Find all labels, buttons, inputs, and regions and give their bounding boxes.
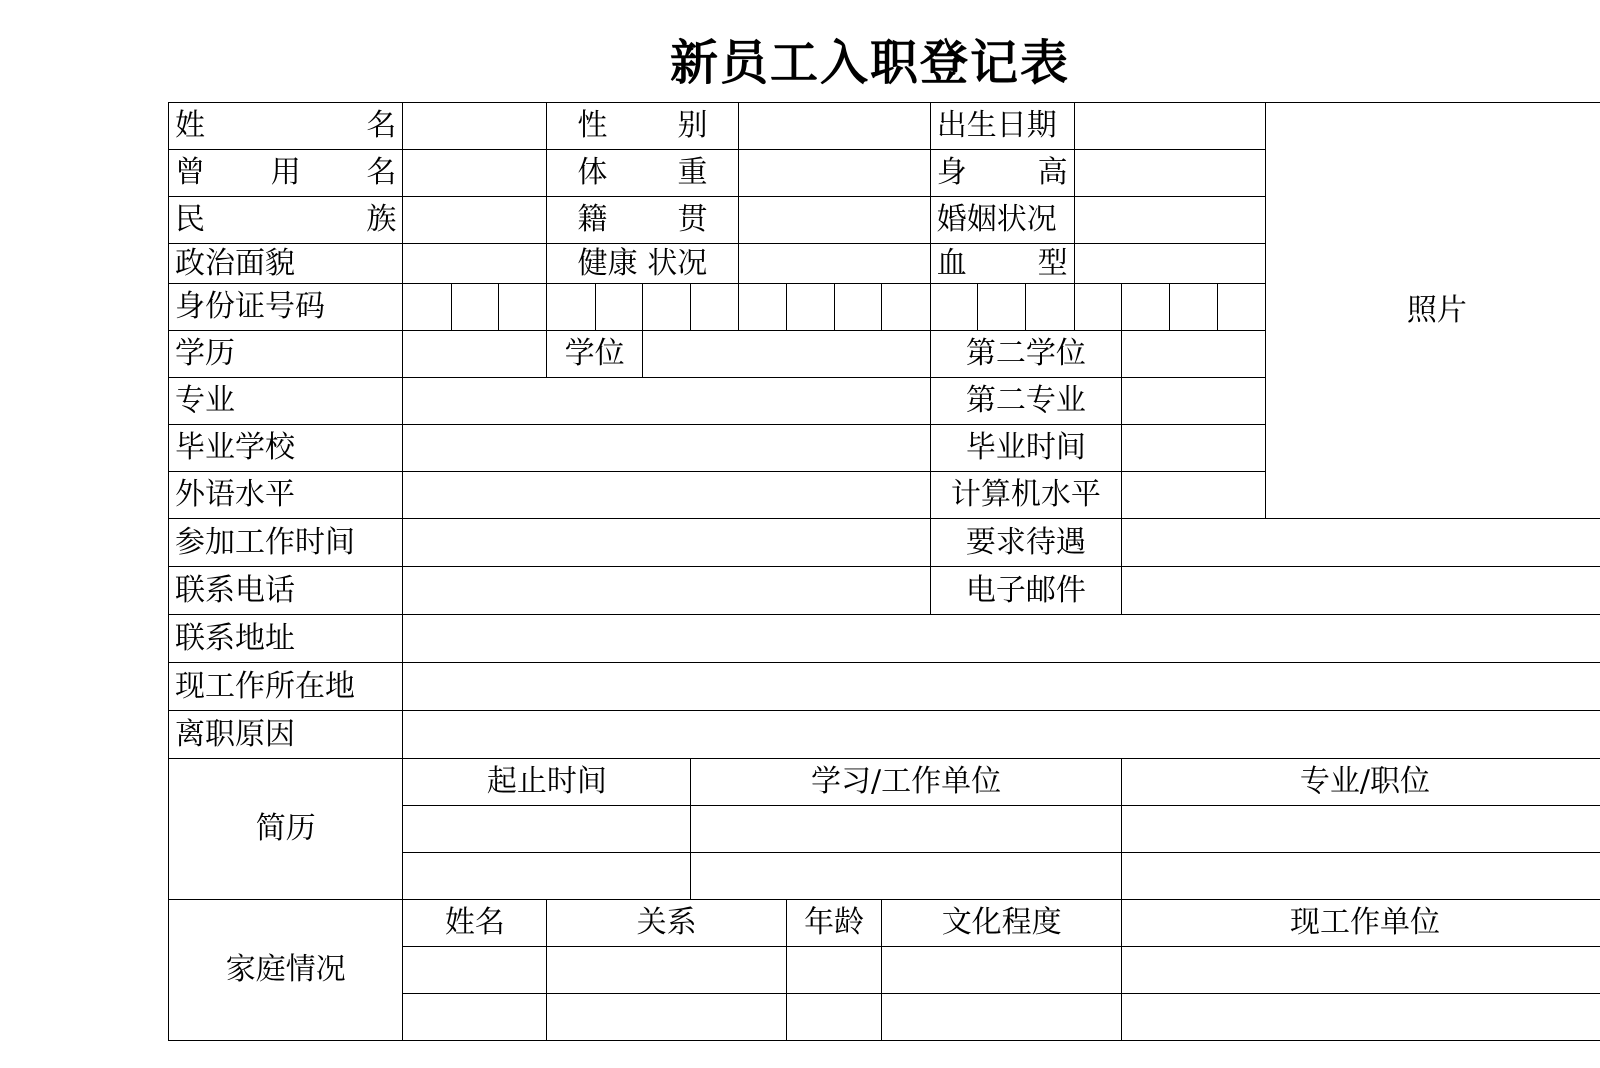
resume-cell[interactable] — [691, 853, 1122, 900]
label-major: 专业 — [169, 378, 403, 425]
field-second-major[interactable] — [1121, 378, 1265, 425]
resume-cell[interactable] — [403, 806, 691, 853]
id-digit-box[interactable] — [451, 284, 498, 331]
label-graduate-school: 毕业学校 — [169, 425, 403, 472]
family-cell[interactable] — [547, 947, 787, 994]
label-address: 联系地址 — [169, 615, 403, 663]
field-foreign-language[interactable] — [403, 472, 930, 519]
family-cell[interactable] — [786, 947, 882, 994]
label-marital-status: 婚姻状况 — [930, 197, 1074, 244]
family-col-name: 姓名 — [403, 900, 547, 947]
field-education[interactable] — [403, 331, 547, 378]
id-digit-box[interactable] — [835, 284, 882, 331]
label-ethnicity: 民 族 — [169, 197, 403, 244]
field-former-name[interactable] — [403, 150, 547, 197]
form-title: 新员工入职登记表 — [669, 35, 1070, 91]
label-graduation-time: 毕业时间 — [930, 425, 1121, 472]
id-digit-box[interactable] — [547, 284, 595, 331]
family-col-education: 文化程度 — [882, 900, 1122, 947]
field-phone[interactable] — [403, 567, 930, 615]
id-digit-box[interactable] — [786, 284, 834, 331]
field-weight[interactable] — [738, 150, 930, 197]
resume-col-major-position: 专业/职位 — [1121, 759, 1600, 806]
id-digit-box[interactable] — [403, 284, 451, 331]
field-work-start-time[interactable] — [403, 519, 930, 567]
id-digit-box[interactable] — [1217, 284, 1265, 331]
field-blood-type[interactable] — [1074, 244, 1265, 284]
id-digit-box[interactable] — [882, 284, 930, 331]
field-gender[interactable] — [738, 103, 930, 150]
label-political-status: 政治面貌 — [169, 244, 403, 284]
field-second-degree[interactable] — [1121, 331, 1265, 378]
label-expected-salary: 要求待遇 — [930, 519, 1121, 567]
family-col-relation: 关系 — [547, 900, 787, 947]
label-education: 学历 — [169, 331, 403, 378]
field-birth-date[interactable] — [1074, 103, 1265, 150]
label-computer-level: 计算机水平 — [930, 472, 1121, 519]
field-graduation-time[interactable] — [1121, 425, 1265, 472]
resume-col-period: 起止时间 — [403, 759, 691, 806]
photo-label: 照片 — [1406, 292, 1467, 328]
label-native-place: 籍 贯 — [547, 197, 738, 244]
family-cell[interactable] — [547, 994, 787, 1041]
field-political-status[interactable] — [403, 244, 547, 284]
field-native-place[interactable] — [738, 197, 930, 244]
label-foreign-language: 外语水平 — [169, 472, 403, 519]
label-blood-type: 血 型 — [930, 244, 1074, 284]
resume-cell[interactable] — [403, 853, 691, 900]
label-work-start-time: 参加工作时间 — [169, 519, 403, 567]
family-cell[interactable] — [882, 947, 1122, 994]
label-name: 姓 名 — [169, 103, 403, 150]
field-computer-level[interactable] — [1121, 472, 1265, 519]
field-current-work-location[interactable] — [403, 663, 1600, 711]
resume-col-organization: 学习/工作单位 — [691, 759, 1122, 806]
id-digit-box[interactable] — [978, 284, 1026, 331]
field-ethnicity[interactable] — [403, 197, 547, 244]
label-health-status: 健康 状况 — [547, 244, 738, 284]
registration-form — [168, 102, 1600, 1041]
resume-cell[interactable] — [691, 806, 1122, 853]
field-address[interactable] — [403, 615, 1600, 663]
family-cell[interactable] — [786, 994, 882, 1041]
id-digit-box[interactable] — [1074, 284, 1121, 331]
label-id-number: 身份证号码 — [169, 284, 403, 331]
id-digit-box[interactable] — [1170, 284, 1217, 331]
family-cell[interactable] — [1121, 947, 1600, 994]
field-marital-status[interactable] — [1074, 197, 1265, 244]
id-digit-box[interactable] — [738, 284, 786, 331]
label-birth-date: 出生日期 — [930, 103, 1074, 150]
id-digit-box[interactable] — [1121, 284, 1169, 331]
field-name[interactable] — [403, 103, 547, 150]
family-col-age: 年龄 — [786, 900, 882, 947]
id-digit-box[interactable] — [1026, 284, 1074, 331]
photo-box[interactable] — [1265, 103, 1600, 519]
id-digit-box[interactable] — [499, 284, 547, 331]
label-height: 身 高 — [930, 150, 1074, 197]
family-cell[interactable] — [1121, 994, 1600, 1041]
label-phone: 联系电话 — [169, 567, 403, 615]
field-email[interactable] — [1121, 567, 1600, 615]
field-major[interactable] — [403, 378, 930, 425]
field-leave-reason[interactable] — [403, 711, 1600, 759]
family-cell[interactable] — [882, 994, 1122, 1041]
family-cell[interactable] — [403, 947, 547, 994]
family-section-label: 家庭情况 — [169, 900, 403, 1041]
id-digit-box[interactable] — [930, 284, 977, 331]
label-second-major: 第二专业 — [930, 378, 1121, 425]
id-digit-box[interactable] — [595, 284, 642, 331]
id-digit-box[interactable] — [642, 284, 690, 331]
label-degree: 学位 — [547, 331, 643, 378]
field-graduate-school[interactable] — [403, 425, 930, 472]
field-expected-salary[interactable] — [1121, 519, 1600, 567]
family-col-current-employer: 现工作单位 — [1121, 900, 1600, 947]
field-degree[interactable] — [642, 331, 930, 378]
label-leave-reason: 离职原因 — [169, 711, 403, 759]
label-current-work-location: 现工作所在地 — [169, 663, 403, 711]
label-gender: 性 别 — [547, 103, 738, 150]
id-digit-box[interactable] — [691, 284, 738, 331]
resume-cell[interactable] — [1121, 806, 1600, 853]
label-second-degree: 第二学位 — [930, 331, 1121, 378]
label-weight: 体 重 — [547, 150, 738, 197]
resume-cell[interactable] — [1121, 853, 1600, 900]
family-cell[interactable] — [403, 994, 547, 1041]
label-email: 电子邮件 — [930, 567, 1121, 615]
field-height[interactable] — [1074, 150, 1265, 197]
resume-section-label: 简历 — [169, 759, 403, 900]
field-health-status[interactable] — [738, 244, 930, 284]
label-former-name: 曾 用 名 — [169, 150, 403, 197]
